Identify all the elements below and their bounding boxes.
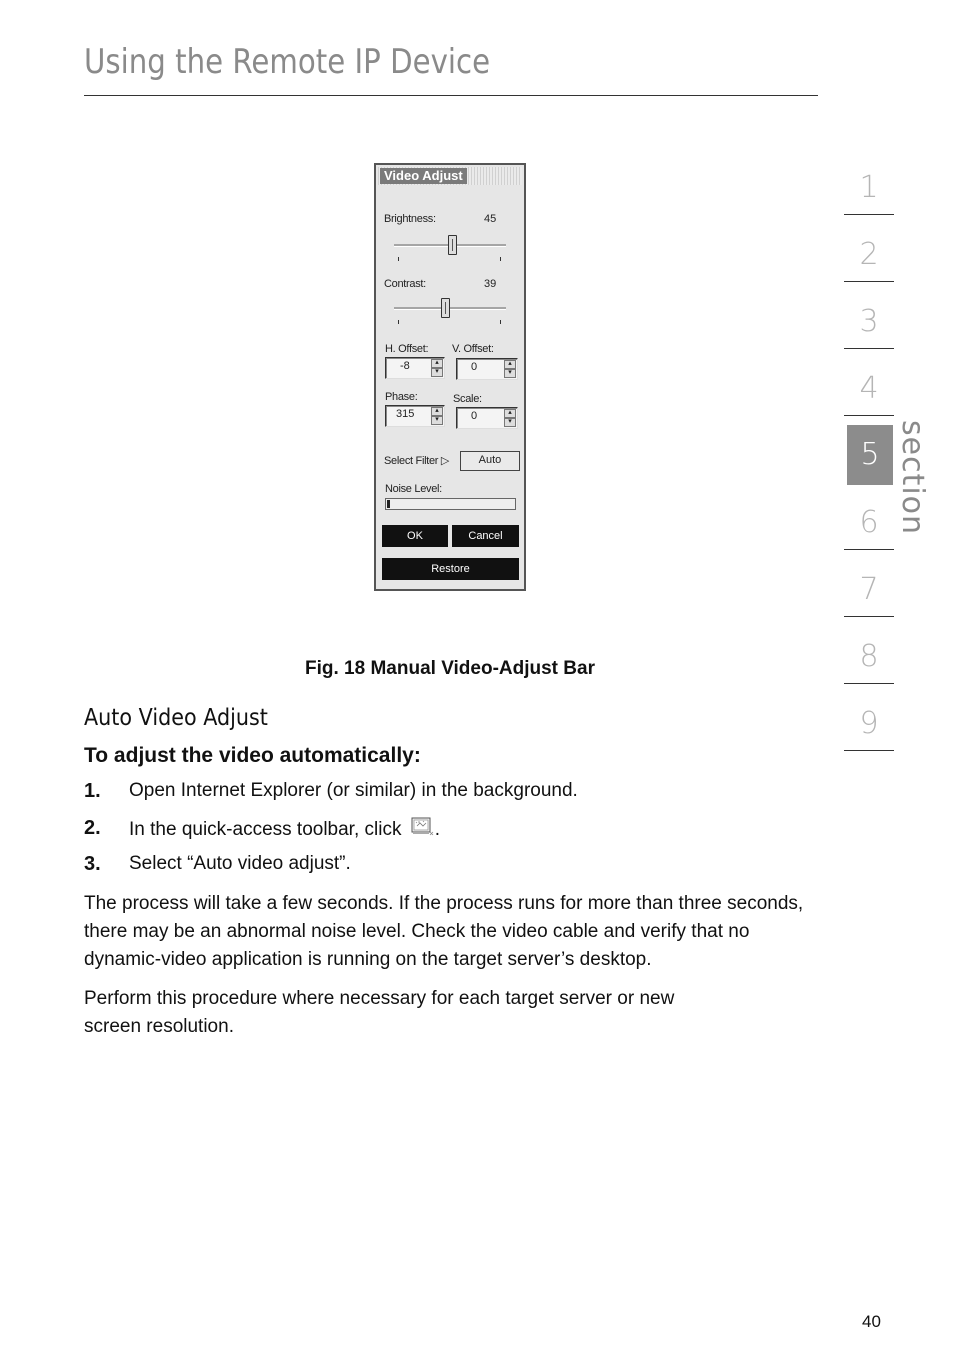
- auto-video-adjust-toolbar-icon: [411, 817, 435, 837]
- paragraph-process: The process will take a few seconds. If the process runs for more than three seconds, there may be an abnormal noise level. Check the video cable and verify that no dynamic-video application is running on the target server’s desktop.: [84, 893, 804, 970]
- h-offset-label: H. Offset:: [385, 343, 429, 355]
- brightness-value: 45: [484, 213, 497, 225]
- section-nav-item-6[interactable]: 6: [844, 495, 894, 550]
- section-nav-item-2[interactable]: 2: [844, 227, 894, 282]
- cancel-button[interactable]: Cancel: [452, 525, 519, 547]
- header-divider: [84, 95, 818, 96]
- contrast-tick-min: [398, 320, 399, 324]
- scale-spinner[interactable]: [456, 407, 518, 429]
- section-nav-item-4[interactable]: 4: [844, 361, 894, 416]
- dialog-titlebar[interactable]: [378, 167, 522, 185]
- step-1-number: 1.: [84, 780, 101, 802]
- scale-down-button[interactable]: ▾: [504, 418, 516, 427]
- phase-value: 315: [396, 408, 415, 420]
- h-offset-spinner[interactable]: [385, 357, 445, 379]
- dialog-title: Video Adjust: [380, 168, 467, 184]
- contrast-label: Contrast:: [384, 278, 426, 290]
- select-filter-label: Select Filter ▷: [384, 455, 450, 467]
- section-nav-item-7[interactable]: 7: [844, 562, 894, 617]
- section-nav-item-8[interactable]: 8: [844, 629, 894, 684]
- section-nav-item-9[interactable]: 9: [844, 696, 894, 751]
- contrast-slider-thumb[interactable]: [441, 298, 450, 318]
- step-3-number: 3.: [84, 853, 101, 875]
- page-header-title: Using the Remote IP Device: [84, 42, 491, 82]
- paragraph-procedure: Perform this procedure where necessary for each target server or new screen resolution.: [84, 988, 675, 1037]
- step-2-text: In the quick-access toolbar, click: [129, 819, 402, 840]
- brightness-tick-min: [398, 257, 399, 261]
- phase-label: Phase:: [385, 391, 418, 403]
- step-3-text: Select “Auto video adjust”.: [129, 853, 351, 874]
- h-offset-up-button[interactable]: ▴: [431, 359, 443, 368]
- v-offset-value: 0: [471, 361, 478, 373]
- brightness-tick-max: [500, 257, 501, 261]
- v-offset-label: V. Offset:: [452, 343, 494, 355]
- contrast-tick-max: [500, 320, 501, 324]
- section-nav-item-1[interactable]: 1: [844, 160, 894, 215]
- noise-level-fill: [387, 500, 390, 508]
- scale-up-button[interactable]: ▴: [504, 409, 516, 418]
- v-offset-down-button[interactable]: ▾: [504, 369, 516, 378]
- step-2-number: 2.: [84, 817, 101, 839]
- select-filter-dropdown[interactable]: Auto: [460, 451, 520, 471]
- step-2-suffix: .: [434, 819, 441, 840]
- brightness-slider-thumb[interactable]: [448, 235, 457, 255]
- video-adjust-dialog: [374, 163, 526, 591]
- scale-value: 0: [471, 410, 478, 422]
- phase-up-button[interactable]: ▴: [431, 407, 443, 416]
- phase-down-button[interactable]: ▾: [431, 416, 443, 425]
- section-label: section: [895, 420, 930, 536]
- v-offset-spinner[interactable]: [456, 358, 518, 380]
- noise-level-label: Noise Level:: [385, 483, 442, 495]
- step-2-text-wrap: [129, 817, 440, 841]
- h-offset-value: -8: [400, 360, 410, 372]
- contrast-value: 39: [484, 278, 497, 290]
- restore-button[interactable]: Restore: [382, 558, 519, 580]
- h-offset-down-button[interactable]: ▾: [431, 368, 443, 377]
- scale-label: Scale:: [453, 393, 482, 405]
- noise-level-bar: [385, 498, 516, 510]
- ok-button[interactable]: OK: [382, 525, 448, 547]
- brightness-label: Brightness:: [384, 213, 436, 225]
- figure-caption: Fig. 18 Manual Video-Adjust Bar: [305, 658, 595, 679]
- step-1-text: Open Internet Explorer (or similar) in the background.: [129, 780, 578, 801]
- section-nav-item-3[interactable]: 3: [844, 294, 894, 349]
- phase-spinner[interactable]: [385, 405, 445, 427]
- procedure-subheading: To adjust the video automatically:: [84, 744, 421, 767]
- section-nav-item-5-active[interactable]: 5: [847, 425, 893, 485]
- page-number: 40: [862, 1312, 881, 1331]
- v-offset-up-button[interactable]: ▴: [504, 360, 516, 369]
- section-heading: Auto Video Adjust: [84, 705, 268, 731]
